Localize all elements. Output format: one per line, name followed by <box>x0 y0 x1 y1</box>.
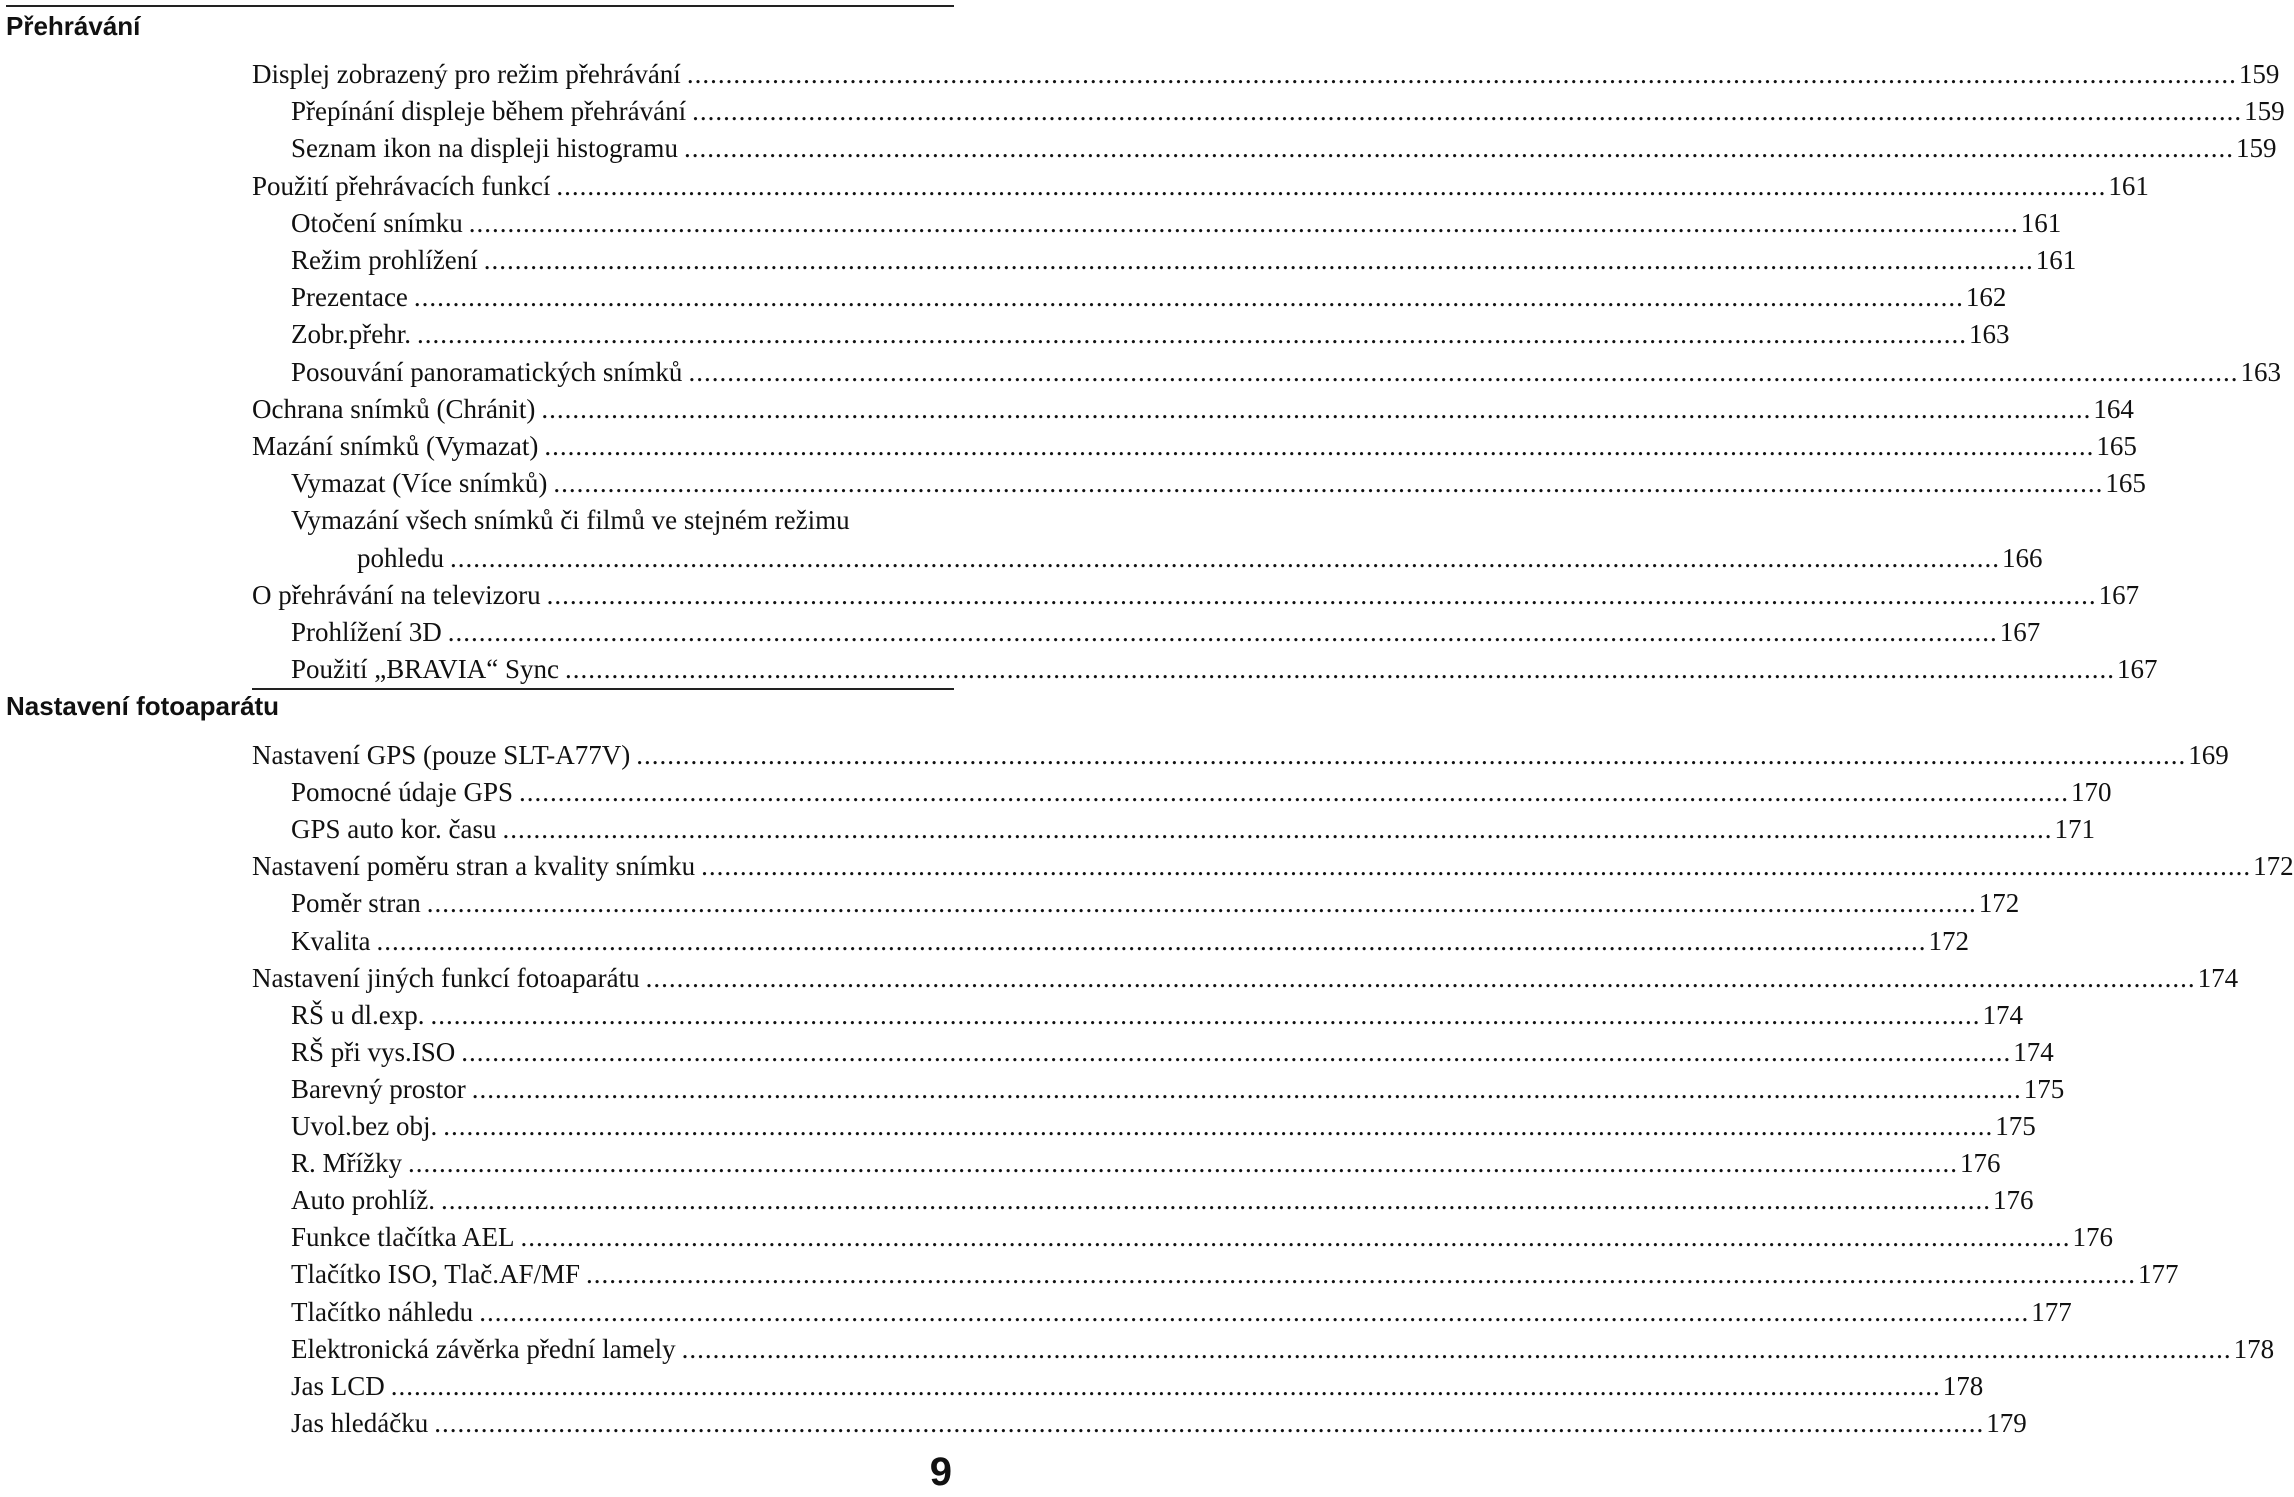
toc-entry[interactable] <box>291 1068 2065 1105</box>
toc-entry-label: RŠ při vys.ISO <box>291 1036 456 1067</box>
dot-leader: ........................................................................................................................................................................................................ <box>450 542 2000 573</box>
dot-leader: ........................................................................................................................................................................................................ <box>447 617 1998 647</box>
toc-entry-first-line[interactable]: Vymazání všech snímků či filmů ve stejném režimu <box>291 505 850 536</box>
dot-leader: ........................................................................................................................................................................................................ <box>519 777 2069 808</box>
page-number: 9 <box>929 1450 952 1494</box>
dot-leader: ........................................................................................................................................................................................................ <box>686 59 2237 89</box>
toc-entry[interactable] <box>291 90 2285 127</box>
toc-entry-page: 161 <box>2035 245 2077 275</box>
toc-entry[interactable] <box>252 388 2134 425</box>
toc-entry[interactable] <box>252 957 2239 994</box>
toc-entry-page: 159 <box>2238 59 2280 89</box>
toc-entry-label: GPS auto kor. času <box>291 814 497 845</box>
toc-entry[interactable] <box>291 127 2277 164</box>
dot-leader: ........................................................................................................................................................................................................ <box>426 888 1977 919</box>
section-title-playback: Přehrávání <box>6 11 141 41</box>
toc-entry-label: Nastavení jiných funkcí fotoaparátu <box>252 962 640 993</box>
toc-entry-page: 174 <box>1982 999 2024 1030</box>
toc-entry-page: 174 <box>2197 962 2239 993</box>
toc-entry-page: 159 <box>2244 96 2285 127</box>
toc-entry-page: 169 <box>2188 740 2229 770</box>
dot-leader: ........................................................................................................................................................................................................ <box>585 1259 2136 1290</box>
toc-entry-label: Tlačítko ISO, Tlač.AF/MF <box>291 1259 580 1290</box>
toc-entry-label: Otočení snímku <box>291 207 463 238</box>
dot-leader: ........................................................................................................................................................................................................ <box>416 319 1967 350</box>
toc-entry-page: 164 <box>2093 393 2134 424</box>
toc-entry[interactable] <box>291 771 2112 808</box>
toc-entry[interactable] <box>291 1365 1984 1402</box>
toc-entry-label: Posouvání panoramatických snímků <box>291 356 683 387</box>
toc-entry-page: 161 <box>2020 207 2062 238</box>
dot-leader: ........................................................................................................................................................................................................ <box>645 962 2196 993</box>
toc-entry[interactable] <box>291 1328 2275 1365</box>
dot-leader: ........................................................................................................................................................................................................ <box>546 579 2097 610</box>
toc-entry-page: 163 <box>2240 356 2281 387</box>
toc-entry-label: Nastavení poměru stran a kvality snímku <box>252 851 696 882</box>
dot-leader: ........................................................................................................................................................................................................ <box>443 1111 1994 1141</box>
section-rule <box>252 688 954 690</box>
toc-entry-page: 178 <box>1942 1370 1984 1401</box>
dot-leader: ........................................................................................................................................................................................................ <box>553 468 2104 499</box>
toc-entry[interactable] <box>291 351 2281 388</box>
toc-entry[interactable] <box>252 425 2137 462</box>
dot-leader: ........................................................................................................................................................................................................ <box>461 1036 2012 1067</box>
toc-entry[interactable] <box>291 1179 2034 1216</box>
section-title-camera-settings: Nastavení fotoaparátu <box>6 691 280 721</box>
toc-entry-label: Displej zobrazený pro režim přehrávání <box>252 59 681 89</box>
toc-entry[interactable] <box>291 808 2095 845</box>
dot-leader: ........................................................................................................................................................................................................ <box>692 96 2243 127</box>
dot-leader: ........................................................................................................................................................................................................ <box>681 1333 2232 1364</box>
toc-entry-label: Poměr stran <box>291 888 421 919</box>
toc-entry-label: Vymazat (Více snímků) <box>291 468 548 499</box>
toc-entry-label: Použití přehrávacích funkcí <box>252 170 551 201</box>
toc-entry-page: 162 <box>1965 282 2007 313</box>
toc-entry[interactable] <box>291 1291 2072 1328</box>
toc-entry[interactable] <box>291 648 2158 685</box>
toc-entry-label: Elektronická závěrka přední lamely <box>291 1333 676 1364</box>
toc-entry-label: Kvalita <box>291 925 371 956</box>
dot-leader: ........................................................................................................................................................................................................ <box>479 1296 2030 1327</box>
toc-entry-page: 171 <box>2054 814 2095 845</box>
toc-entry[interactable] <box>291 1105 2036 1142</box>
toc-entry-page: 161 <box>2108 170 2149 201</box>
toc-entry-label: R. Mřížky <box>291 1148 402 1179</box>
section-rule <box>6 5 954 7</box>
toc-entry-label: Použití „BRAVIA“ Sync <box>291 654 559 685</box>
toc-entry-page: 175 <box>2023 1073 2065 1104</box>
toc-entry[interactable] <box>291 994 2024 1031</box>
toc-entry-page: 170 <box>2071 777 2112 808</box>
toc-entry[interactable] <box>291 462 2146 499</box>
toc-entry-page: 176 <box>2072 1222 2113 1253</box>
toc-entry[interactable] <box>252 734 2229 771</box>
dot-leader: ........................................................................................................................................................................................................ <box>468 207 2019 238</box>
toc-entry[interactable] <box>291 882 2020 919</box>
dot-leader: ........................................................................................................................................................................................................ <box>688 356 2239 387</box>
toc-entry-label: Zobr.přehr. <box>291 319 411 350</box>
toc-entry-page: 176 <box>1960 1148 2001 1179</box>
toc-entry-label: Mazání snímků (Vymazat) <box>252 431 539 461</box>
toc-entry[interactable] <box>252 574 2140 611</box>
toc-entry[interactable] <box>291 1253 2179 1290</box>
toc-entry-label: RŠ u dl.exp. <box>291 999 425 1030</box>
dot-leader: ........................................................................................................................................................................................................ <box>701 851 2252 882</box>
toc-entry-label: Prezentace <box>291 282 408 313</box>
toc-entry-label: O přehrávání na televizoru <box>252 579 541 610</box>
dot-leader: ........................................................................................................................................................................................................ <box>430 999 1981 1030</box>
toc-entry[interactable] <box>291 1402 2027 1439</box>
toc-entry-label: Auto prohlíž. <box>291 1185 435 1216</box>
toc-entry[interactable] <box>252 53 2280 90</box>
toc-entry-label: Přepínání displeje během přehrávání <box>291 96 687 127</box>
toc-entry-page: 165 <box>2096 431 2137 461</box>
toc-entry-label: Uvol.bez obj. <box>291 1111 438 1141</box>
toc-entry-page: 178 <box>2233 1333 2275 1364</box>
dot-leader: ........................................................................................................................................................................................................ <box>376 925 1927 956</box>
toc-entry-label: Pomocné údaje GPS <box>291 777 513 808</box>
dot-leader: ........................................................................................................................................................................................................ <box>541 393 2092 424</box>
toc-entry-label: Seznam ikon na displeji histogramu <box>291 133 678 164</box>
toc-entry[interactable] <box>291 1031 2054 1068</box>
toc-entry-page: 175 <box>1995 1111 2036 1141</box>
dot-leader: ........................................................................................................................................................................................................ <box>683 133 2234 164</box>
toc-entry[interactable] <box>291 202 2062 239</box>
dot-leader: ........................................................................................................................................................................................................ <box>408 1148 1958 1179</box>
toc-entry-label: Tlačítko náhledu <box>291 1296 474 1327</box>
toc-entry-page: 163 <box>1968 319 2010 350</box>
toc-entry[interactable] <box>252 165 2149 202</box>
toc-entry-page: 172 <box>1928 925 1969 956</box>
toc-entry[interactable] <box>291 1216 2113 1253</box>
toc-entry-label: Barevný prostor <box>291 1073 466 1104</box>
toc-entry-page: 179 <box>1986 1407 2027 1438</box>
dot-leader: ........................................................................................................................................................................................................ <box>413 282 1964 313</box>
toc-entry-label: Režim prohlížení <box>291 245 478 275</box>
toc-entry[interactable] <box>291 920 1969 957</box>
dot-leader: ........................................................................................................................................................................................................ <box>556 170 2107 201</box>
toc-entry[interactable] <box>291 1142 2001 1179</box>
toc-entry-page: 177 <box>2137 1259 2179 1290</box>
dot-leader: ........................................................................................................................................................................................................ <box>434 1407 1985 1438</box>
toc-entry[interactable] <box>291 611 2041 648</box>
toc-entry-page: 166 <box>2002 542 2043 573</box>
toc-entry-label: Ochrana snímků (Chránit) <box>252 393 536 424</box>
dot-leader: ........................................................................................................................................................................................................ <box>471 1073 2022 1104</box>
toc-entry[interactable] <box>357 537 2043 574</box>
toc-entry-label: Prohlížení 3D <box>291 617 442 647</box>
toc-entry-page: 165 <box>2105 468 2146 499</box>
dot-leader: ........................................................................................................................................................................................................ <box>636 740 2187 770</box>
dot-leader: ........................................................................................................................................................................................................ <box>502 814 2053 845</box>
toc-entry-page: 159 <box>2235 133 2277 164</box>
toc-entry-label: Jas hledáčku <box>291 1407 429 1438</box>
toc-entry-label: Nastavení GPS (pouze SLT-A77V) <box>252 740 631 770</box>
toc-entry-page: 177 <box>2031 1296 2072 1327</box>
dot-leader: ........................................................................................................................................................................................................ <box>544 431 2095 461</box>
toc-entry-label: Funkce tlačítka AEL <box>291 1222 515 1253</box>
toc-entry[interactable] <box>291 276 2007 313</box>
toc-entry-page: 176 <box>1992 1185 2034 1216</box>
dot-leader: ........................................................................................................................................................................................................ <box>440 1185 1991 1216</box>
toc-entry[interactable] <box>291 313 2010 350</box>
dot-leader: ........................................................................................................................................................................................................ <box>483 245 2034 275</box>
toc-entry-page: 167 <box>2098 579 2140 610</box>
toc-entry[interactable] <box>252 845 2294 882</box>
dot-leader: ........................................................................................................................................................................................................ <box>520 1222 2071 1253</box>
toc-entry-page: 167 <box>2117 654 2158 685</box>
toc-entry-label: pohledu <box>357 542 444 573</box>
toc-entry-page: 167 <box>1999 617 2041 647</box>
toc-entry-page: 172 <box>2253 851 2294 882</box>
dot-leader: ........................................................................................................................................................................................................ <box>565 654 2115 685</box>
toc-entry-page: 174 <box>2013 1036 2054 1067</box>
toc-entry-label: Jas LCD <box>291 1370 385 1401</box>
toc-entry[interactable] <box>291 239 2077 276</box>
dot-leader: ........................................................................................................................................................................................................ <box>390 1370 1941 1401</box>
toc-entry-page: 172 <box>1978 888 2020 919</box>
